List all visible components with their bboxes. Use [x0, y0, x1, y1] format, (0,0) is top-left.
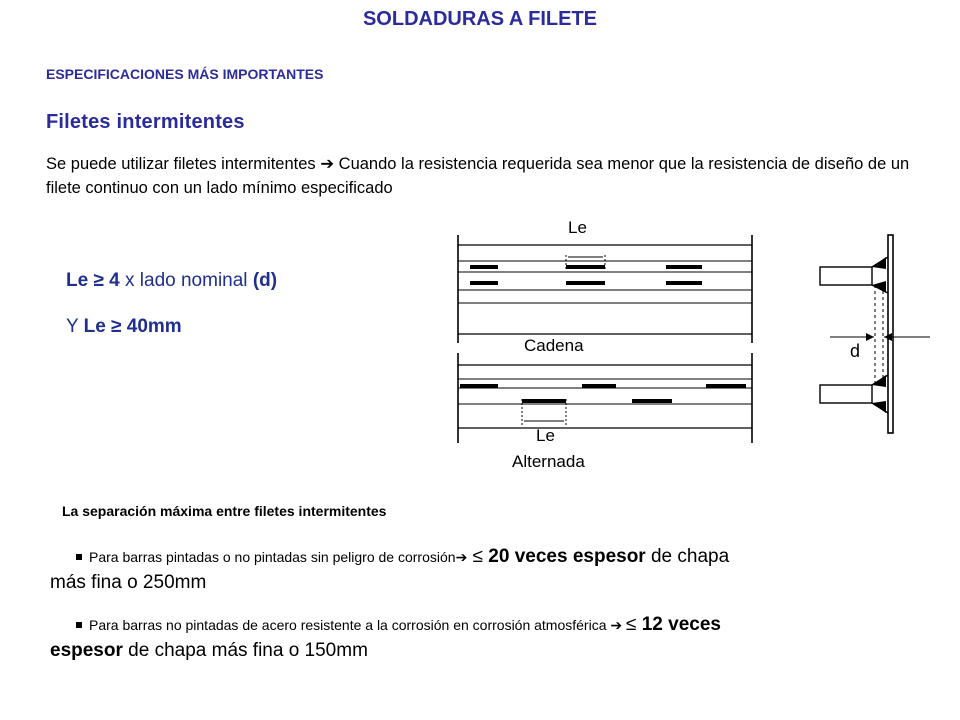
section-heading: Filetes intermitentes	[46, 111, 245, 133]
square-bullet-icon	[76, 622, 82, 628]
intro-part2: Cuando la resistencia requerida sea menor que la resistencia de diseño de un filete continuo con un lado mínimo especificado	[46, 155, 910, 197]
bullet2-line2-bold: espesor	[50, 640, 123, 661]
chain-weld-beads	[470, 265, 702, 285]
staggered-weld-plate	[458, 353, 752, 443]
bullet-item-unpainted	[50, 612, 920, 664]
intro-paragraph	[46, 152, 926, 200]
formula-le-min-4d	[66, 270, 277, 292]
d-label: d	[850, 341, 861, 361]
weld-triangles	[872, 257, 886, 413]
bullet2-line2-text: de chapa más fina o 150mm	[122, 640, 368, 661]
arrow-icon: ➔	[455, 549, 468, 565]
bullet1-bold: 20 veces espesor	[488, 546, 646, 567]
intro-part1: Se puede utilizar filetes intermitentes	[46, 155, 316, 173]
formula1-a: Le ≥ 4	[66, 270, 120, 291]
page-title: SOLDADURAS A FILETE	[362, 8, 598, 30]
square-bullet-icon	[76, 554, 82, 560]
formula2-a: Y	[66, 316, 84, 337]
bullet2-text: Para barras no pintadas de acero resistente a la corrosión en corrosión atmosférica	[89, 617, 607, 633]
bullet1-text: Para barras pintadas o no pintadas sin peligro de corrosión	[89, 549, 456, 565]
bullet1-le: ≤	[467, 546, 489, 567]
bullet-item-painted	[50, 544, 920, 596]
staggered-label: Alternada	[512, 452, 585, 471]
bullet1-tail: de chapa	[645, 546, 730, 567]
bullet2-line2	[50, 638, 920, 664]
arrow-icon: ➔	[606, 617, 627, 633]
formula2-b: Le ≥ 40mm	[83, 316, 182, 337]
bullet2-le: ≤	[626, 614, 642, 635]
section-subtitle: ESPECIFICACIONES MÁS IMPORTANTES	[46, 66, 324, 82]
bullet2-bold: 12 veces	[641, 614, 721, 635]
arrow-icon: ➔	[320, 155, 335, 173]
staggered-weld-beads	[460, 384, 746, 403]
le-bottom-label: Le	[536, 426, 555, 445]
le-top-label: Le	[568, 218, 587, 237]
chain-weld-plate	[458, 235, 752, 343]
formula1-c: (d)	[252, 270, 278, 291]
bullet1-line2: más fina o 250mm	[50, 572, 207, 593]
separation-title: La separación máxima entre filetes intermitentes	[62, 503, 387, 519]
formula-le-min-40mm	[66, 316, 182, 338]
chain-label: Cadena	[524, 336, 584, 355]
formula1-b: x lado nominal	[119, 270, 253, 291]
intermittent-weld-diagram	[440, 215, 940, 475]
